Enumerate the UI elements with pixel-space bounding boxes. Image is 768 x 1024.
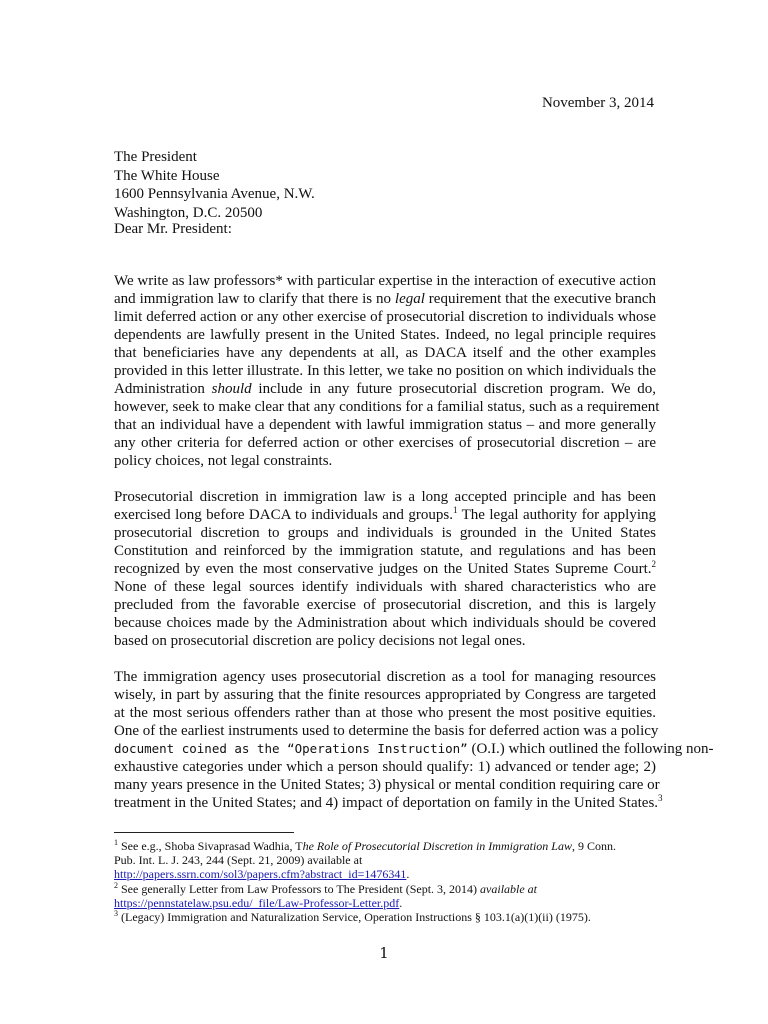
text-line (114, 793, 663, 812)
paragraph-operations-instruction (114, 668, 714, 812)
text-line: any other criteria for deferred action or other exercises of prosecutorial discretion – are (114, 435, 656, 451)
recipient-line: Washington, D.C. 20500 (114, 204, 263, 221)
footnote-1-line-2: Pub. Int. L. J. 243, 244 (Sept. 21, 2009) available at (114, 853, 363, 868)
text-run: treatment in the United States; and 4) impact of deportation on family in the United States. (114, 795, 659, 811)
paragraph-authority (114, 488, 656, 650)
text-line: wisely, in part by assuring that the finite resources appropriated by Congress are targeted (114, 687, 656, 703)
text-run: Administration (114, 381, 212, 397)
text-line: however, seek to make clear that any conditions for a familial status, such as a requirement (114, 399, 660, 415)
text-line: We write as law professors* with particular expertise in the interaction of executive action (114, 273, 656, 289)
footnote-2 (114, 882, 659, 896)
recipient-line: The White House (114, 167, 220, 184)
footnote-title: he Role of Prosecutorial Discretion in Immigration Law (302, 839, 572, 853)
text-line: at the most serious offenders rather than at those who present the most positive equities. (114, 705, 656, 721)
footnote-number: 3 (114, 909, 118, 919)
letter-date: November 3, 2014 (541, 95, 654, 111)
text-run: requirement that the executive branch (424, 291, 656, 307)
footnote-number: 1 (114, 838, 118, 847)
text-run: The legal authority for applying (457, 507, 656, 523)
recipient-line: The President (114, 149, 197, 165)
text-line: dependents are lawfully present in the United States. Indeed, no legal principle requires (114, 327, 656, 343)
footnote-ref[interactable]: 3 (658, 793, 663, 803)
text-line: None of these legal sources identify individuals with shared characteristics who are (114, 579, 656, 595)
text-line: precluded from the favorable exercise of prosecutorial discretion, and this is largely (114, 597, 656, 613)
emphasis-legal: legal (394, 291, 425, 307)
footnote-ref[interactable]: 1 (452, 505, 458, 515)
text-line: Constitution and reinforced by the immigration statute, and regulations and has been (114, 543, 656, 559)
salutation: Dear Mr. President: (114, 221, 232, 237)
text-line: One of the earliest instruments used to determine the basis for deferred action was a policy (114, 723, 659, 739)
footnotes (114, 839, 659, 924)
text-line: exhaustive categories under which a person should qualify: 1) advanced or tender age; 2) (114, 759, 656, 775)
text-run: and immigration law to clarify that there is no (114, 291, 395, 307)
text-line: prosecutorial discretion to groups and individuals is grounded in the United States (114, 525, 656, 541)
text-line: because choices made by the Administration about which individuals should be covered (114, 615, 656, 631)
text-run: include in any future prosecutorial discretion program. We do, (251, 381, 657, 397)
text-run: . (406, 867, 410, 882)
text-run: . (399, 895, 403, 910)
text-run: recognized by even the most conservative judges on the United States Supreme Court. (114, 561, 652, 577)
text-line (114, 740, 714, 758)
text-line: many years presence in the United States; 3) physical or mental condition requiring care or (114, 777, 660, 793)
recipient-address (114, 148, 315, 222)
footnote-1-line-3 (114, 867, 659, 881)
text-line: The immigration agency uses prosecutorial discretion as a tool for managing resources (114, 669, 656, 685)
text-line: that an individual have a dependent with lawful immigration status – and more generally (114, 417, 656, 433)
text-line: that beneficiaries have any dependents at all, as DACA itself and the other examples (114, 345, 656, 361)
text-line (114, 506, 656, 524)
emphasis-should: should (211, 381, 252, 397)
recipient-line: 1600 Pennsylvania Avenue, N.W. (114, 186, 315, 202)
text-line: Prosecutorial discretion in immigration law is a long accepted principle and has been (114, 489, 656, 505)
footnote-ref[interactable]: 2 (651, 559, 656, 569)
text-run: See e.g., Shoba Sivaprasad Wadhia, T (118, 839, 303, 853)
text-line (114, 380, 656, 398)
text-run: (Legacy) Immigration and Naturalization Service, Operation Instructions § 103.1(a)(1)(ii) (1975). (118, 910, 591, 925)
text-line: provided in this letter illustrate. In this letter, we take no position on which individuals the (114, 363, 656, 379)
text-run: , 9 Conn. (572, 839, 617, 853)
footnote-3 (114, 910, 659, 924)
text-line (114, 560, 656, 578)
text-run: (O.I.) which outlined the following non- (467, 741, 714, 757)
text-run: See generally Letter from Law Professors to The President (Sept. 3, 2014) (118, 881, 481, 896)
text-line: based on prosecutorial discretion are policy decisions not legal ones. (114, 633, 526, 649)
text-run: exercised long before DACA to individuals and groups. (114, 507, 453, 523)
text-line: limit deferred action or any other exercise of prosecutorial discretion to individuals whose (114, 309, 656, 325)
footnote-2-line-2 (114, 896, 659, 910)
footnote-1-link[interactable]: http://papers.ssrn.com/sol3/papers.cfm?abstract_id=1476341 (114, 867, 407, 882)
footnote-2-link[interactable]: https://pennstatelaw.psu.edu/_file/Law-Professor-Letter.pdf (114, 895, 400, 910)
text-line (114, 290, 656, 308)
paragraph-intro (114, 272, 660, 470)
footnote-number: 2 (114, 880, 118, 890)
text-line: policy choices, not legal constraints. (114, 453, 333, 469)
footnote-1 (114, 839, 659, 853)
footnote-divider (114, 832, 294, 833)
text-run-mono: document coined as the “Operations Instruction” (114, 741, 468, 756)
text-run-italic: available at (480, 881, 538, 896)
page-number: 1 (379, 944, 389, 962)
